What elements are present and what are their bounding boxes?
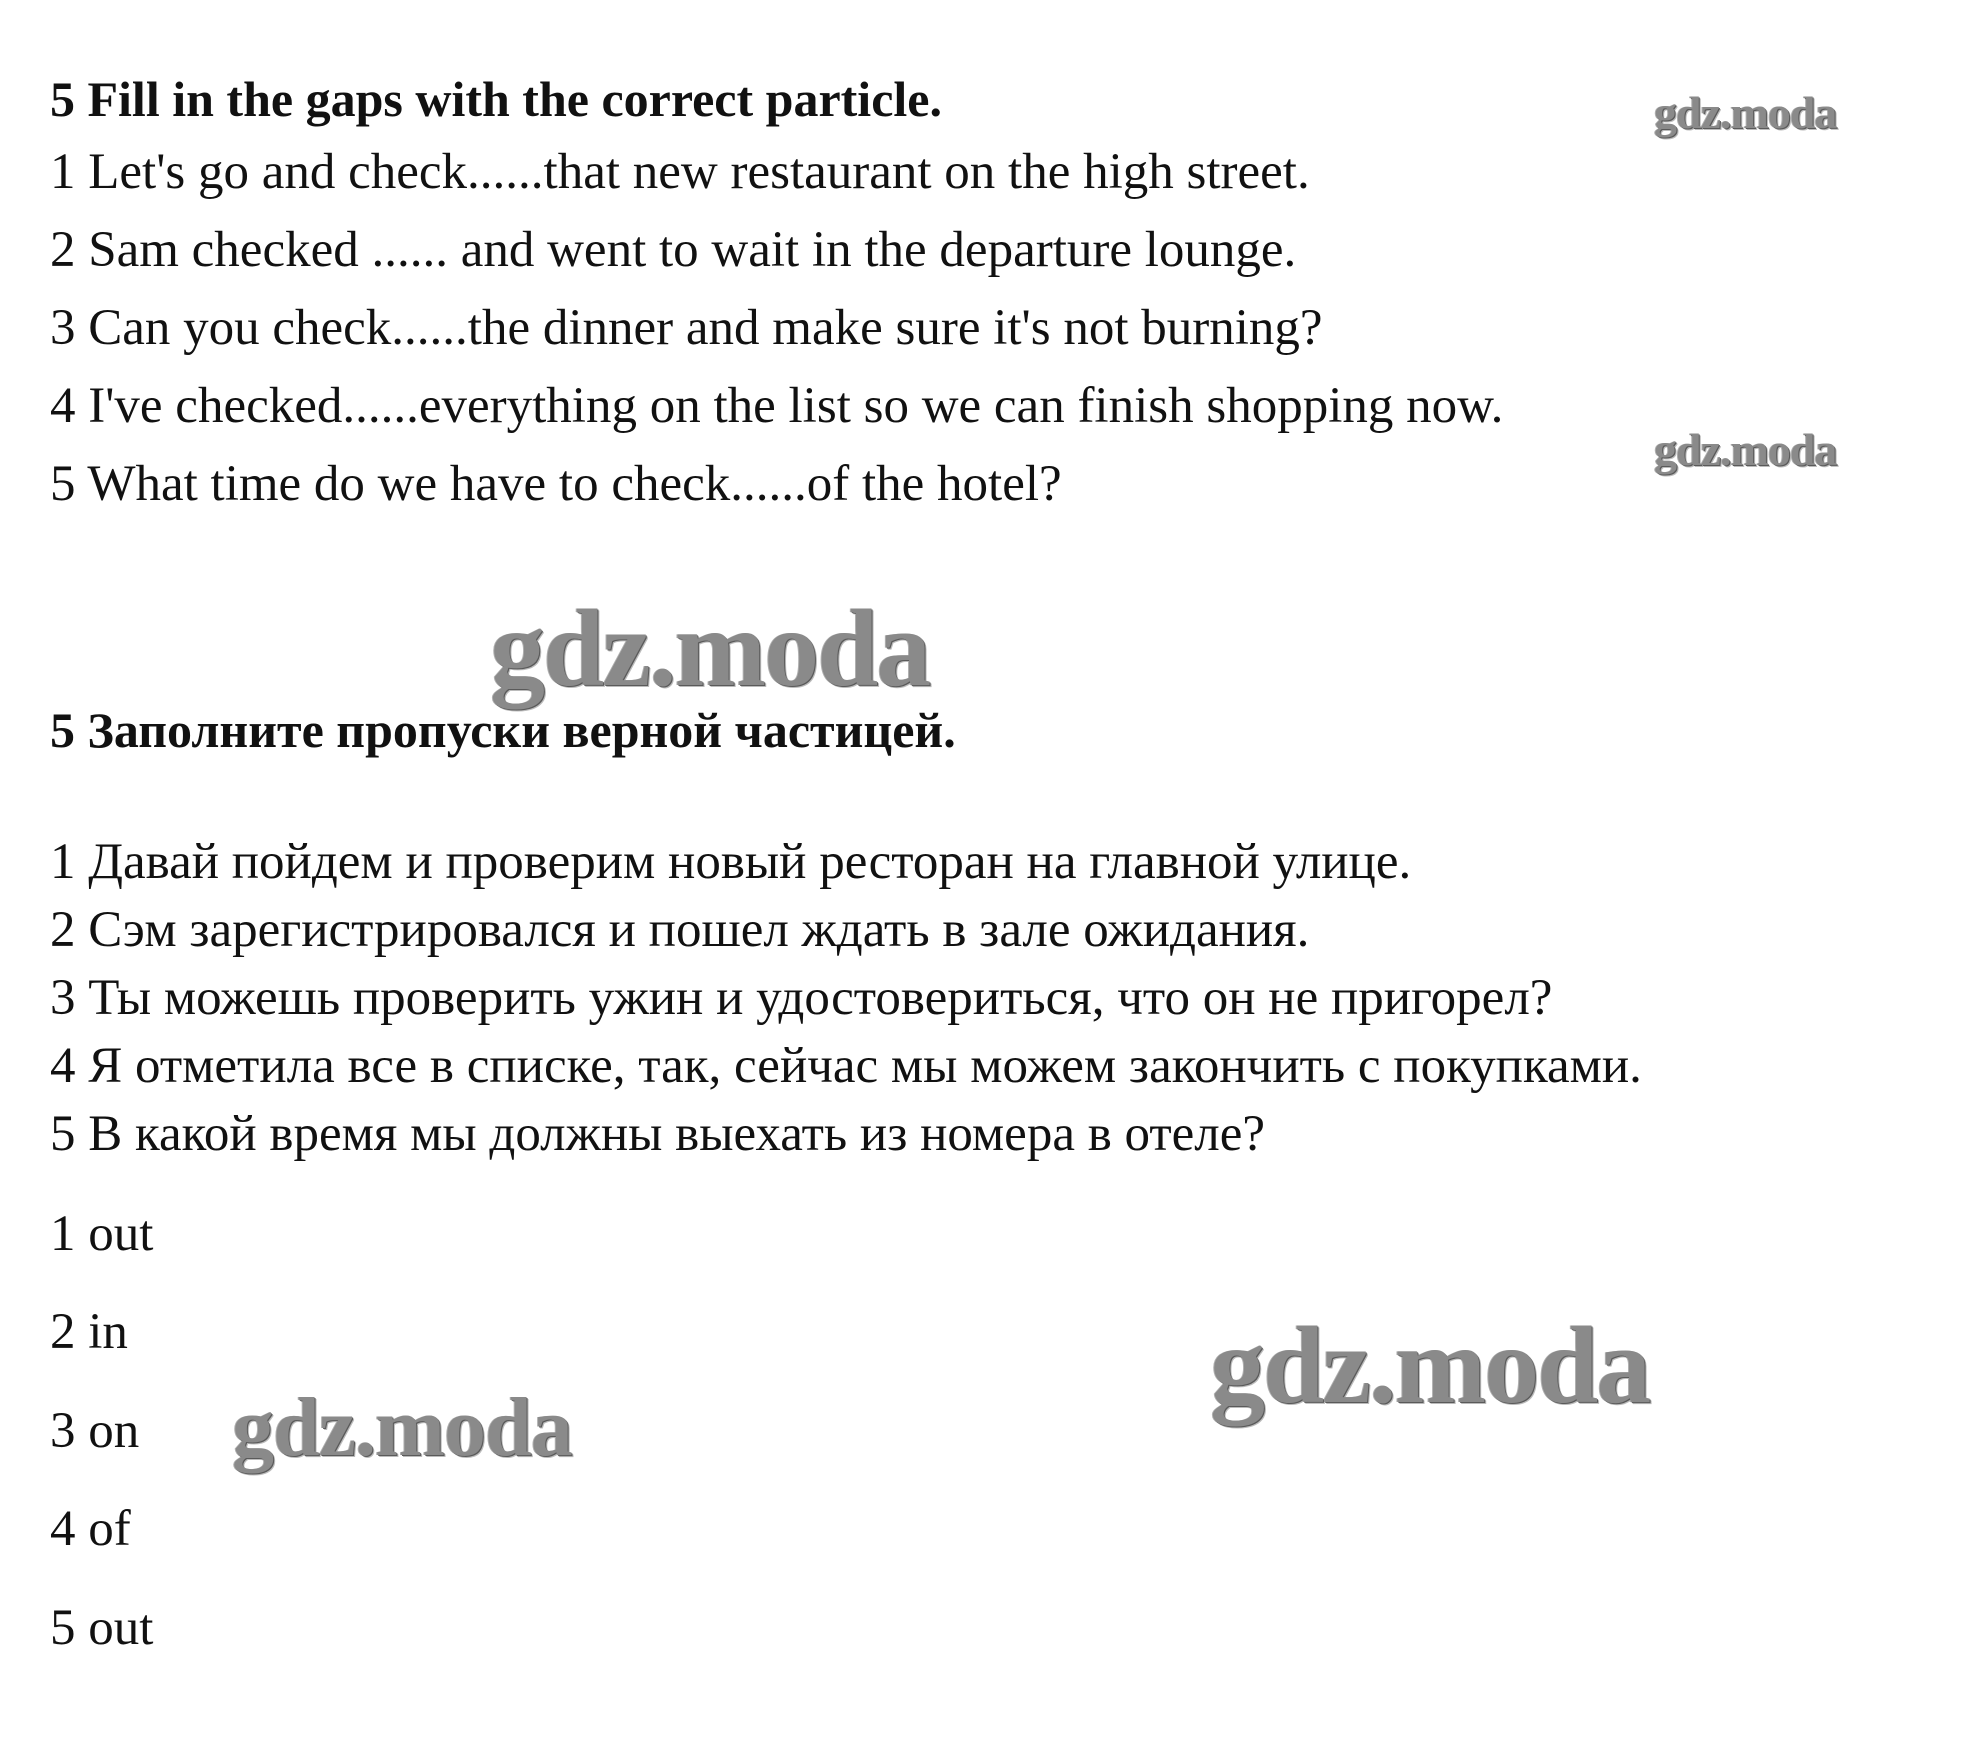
watermark-logo-bottom-left: gdz.moda [232, 1381, 572, 1474]
answer-5: 5 out [50, 1600, 154, 1656]
exercise-title-en: 5 Fill in the gaps with the correct particle. [50, 71, 942, 127]
answer-1: 1 out [50, 1206, 154, 1262]
watermark-logo-right: gdz.moda [1654, 424, 1837, 475]
answer-4: 4 of [50, 1501, 131, 1557]
exercise-item-en-3: 3 Can you check......the dinner and make sure it's not burning? [50, 300, 1323, 356]
answer-3: 3 on [50, 1403, 140, 1459]
watermark-logo-top-right: gdz.moda [1654, 87, 1837, 138]
exercise-item-en-4: 4 I've checked......everything on the list so we can finish shopping now. [50, 378, 1504, 434]
watermark-logo-bottom-right: gdz.moda [1210, 1304, 1650, 1426]
exercise-item-en-5: 5 What time do we have to check......of the hotel? [50, 456, 1062, 512]
exercise-item-en-1: 1 Let's go and check......that new restaurant on the high street. [50, 144, 1310, 200]
exercise-item-ru-3: 3 Ты можешь проверить ужин и удостовериться, что он не пригорел? [50, 970, 1553, 1026]
answer-2: 2 in [50, 1304, 128, 1360]
exercise-item-ru-1: 1 Давай пойдем и проверим новый ресторан на главной улице. [50, 834, 1412, 890]
exercise-title-ru: 5 Заполните пропуски верной частицей. [50, 702, 956, 758]
exercise-item-ru-4: 4 Я отметила все в списке, так, сейчас мы можем закончить с покупками. [50, 1038, 1642, 1094]
exercise-item-ru-5: 5 В какой время мы должны выехать из номера в отеле? [50, 1106, 1266, 1162]
watermark-logo-center: gdz.moda [490, 587, 930, 709]
exercise-item-ru-2: 2 Сэм зарегистрировался и пошел ждать в зале ожидания. [50, 902, 1310, 958]
exercise-item-en-2: 2 Sam checked ...... and went to wait in the departure lounge. [50, 222, 1297, 278]
